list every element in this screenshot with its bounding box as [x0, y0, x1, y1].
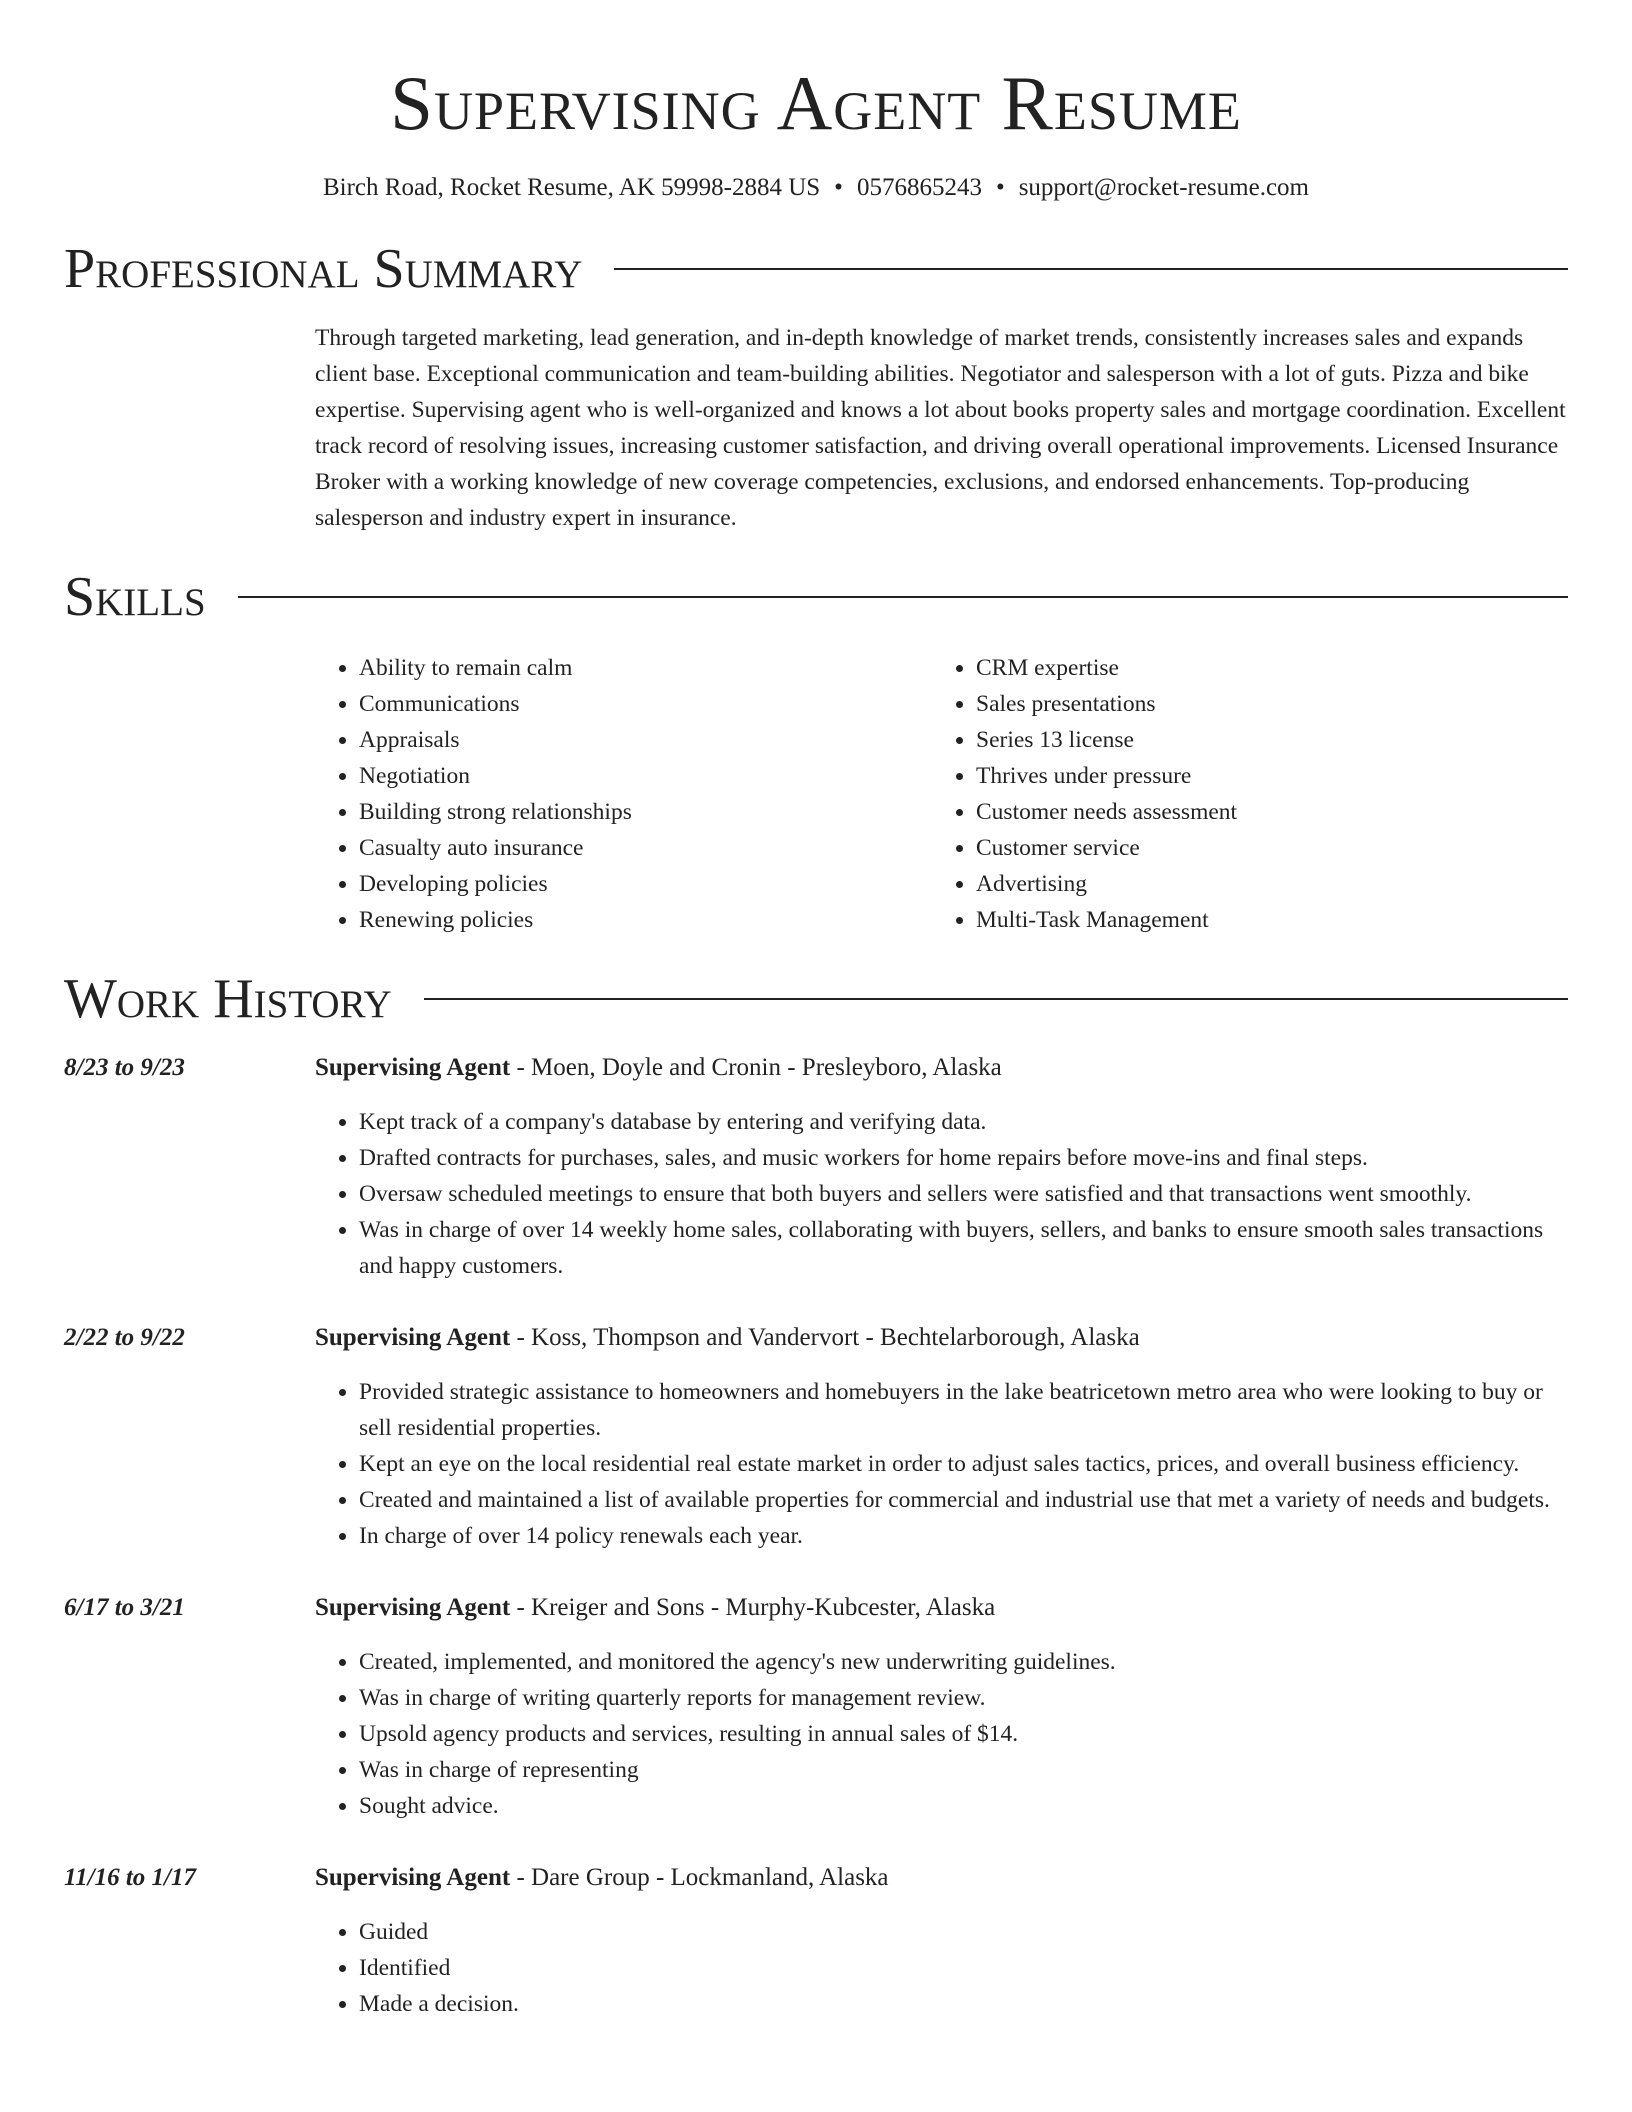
job-dates: 8/23 to 9/23 [64, 1054, 185, 1081]
summary-text: Through targeted marketing, lead generation, and in-depth knowledge of market trends, consistently increases sales and expands client base. Exceptional communication and team-building abilities. Negotiator and salesperson with a lot of guts. Pizza and bike expertise. Supervising agent who is well-organized and knows a lot about books property sales and mortgage coordination. Excellent track record of resolving issues, increasing customer satisfaction, and driving overall operational improvements. Licensed Insurance Broker with a working knowledge of new coverage competencies, exclusions, and endorsed enhancements. Top-producing salesperson and industry expert in insurance. [315, 325, 1566, 531]
skill-item: • Casualty auto insurance [359, 830, 932, 866]
job-duty-item: • Created and maintained a list of available properties for commercial and industrial use that met a variety of needs and budgets. [359, 1482, 1568, 1518]
job-entry [64, 1320, 1568, 1554]
job-heading [315, 1050, 1568, 1086]
job-title: Supervising Agent [315, 1864, 511, 1891]
skill-item: • Series 13 license [976, 722, 1549, 758]
job-duty-item: • Oversaw scheduled meetings to ensure that both buyers and sellers were satisfied and that transactions went smoothly. [359, 1176, 1568, 1212]
contact-separator: • [834, 174, 843, 201]
job-duty-item: • Drafted contracts for purchases, sales, and music workers for home repairs before move-ins and final steps. [359, 1140, 1568, 1176]
job-heading [315, 1860, 1568, 1896]
skill-item: • CRM expertise [976, 650, 1549, 686]
job-title: Supervising Agent [315, 1324, 511, 1351]
skills-heading: Skills [64, 566, 206, 628]
work-heading: Work History [64, 968, 392, 1030]
job-heading [315, 1320, 1568, 1356]
job-duties-list [315, 1374, 1568, 1554]
skill-item: • Advertising [976, 866, 1549, 902]
skills-list-left [315, 650, 932, 938]
job-duty-item: • Kept an eye on the local residential real estate market in order to adjust sales tactics, prices, and overall business efficiency. [359, 1446, 1568, 1482]
skills-section-header [64, 564, 1568, 630]
job-duty-item: • Upsold agency products and services, resulting in annual sales of $14. [359, 1716, 1568, 1752]
contact-phone: 0576865243 [856, 174, 982, 201]
job-duty-item: • Was in charge of over 14 weekly home sales, collaborating with buyers, sellers, and banks to ensure smooth sales transactions and happy customers. [359, 1212, 1568, 1284]
job-duty-item: • Identified [359, 1950, 1568, 1986]
job-body [315, 1590, 1568, 1824]
summary-heading: Professional Summary [64, 238, 583, 300]
section-divider [614, 268, 1568, 270]
resume-title: Supervising Agent Resume [390, 60, 1242, 146]
job-body [315, 1320, 1568, 1554]
contact-email[interactable]: support@rocket-resume.com [1018, 174, 1309, 201]
job-duty-item: • Provided strategic assistance to homeowners and homebuyers in the lake beatricetown metro area who were looking to buy or sell residential properties. [359, 1374, 1568, 1446]
job-duty-item: • Sought advice. [359, 1788, 1568, 1824]
section-divider [424, 998, 1568, 1000]
contact-separator: • [995, 174, 1005, 201]
skill-item: • Appraisals [359, 722, 932, 758]
section-divider [238, 596, 1568, 598]
skill-item: • Customer needs assessment [976, 794, 1549, 830]
job-employer-location: - Dare Group - Lockmanland, Alaska [510, 1864, 889, 1891]
job-entry [64, 1590, 1568, 1824]
job-body [315, 1050, 1568, 1284]
job-duty-item: • Was in charge of writing quarterly reports for management review. [359, 1680, 1568, 1716]
job-entry [64, 1050, 1568, 1284]
skill-item: • Sales presentations [976, 686, 1549, 722]
job-duty-item: • Guided [359, 1914, 1568, 1950]
job-duties-list [315, 1644, 1568, 1824]
job-duty-item: • Was in charge of representing [359, 1752, 1568, 1788]
work-history-list [64, 1050, 1568, 2022]
work-section-header [64, 966, 1568, 1032]
skill-item: • Thrives under pressure [976, 758, 1549, 794]
job-body [315, 1860, 1568, 2022]
job-entry [64, 1860, 1568, 2022]
skills-list-right [932, 650, 1549, 938]
job-dates: 2/22 to 9/22 [64, 1324, 185, 1351]
skill-item: • Renewing policies [359, 902, 932, 938]
job-duties-list [315, 1914, 1568, 2022]
job-employer-location: - Koss, Thompson and Vandervort - Bechtelarborough, Alaska [510, 1324, 1140, 1351]
skill-item: • Customer service [976, 830, 1549, 866]
skill-item: • Negotiation [359, 758, 932, 794]
job-duty-item: • In charge of over 14 policy renewals each year. [359, 1518, 1568, 1554]
resume-page [64, 0, 1568, 2022]
job-dates: 6/17 to 3/21 [64, 1594, 185, 1621]
skill-item: • Ability to remain calm [359, 650, 932, 686]
contact-address: Birch Road, Rocket Resume, AK 59998-2884 US [322, 174, 821, 201]
skill-item: • Building strong relationships [359, 794, 932, 830]
job-dates: 11/16 to 1/17 [64, 1864, 196, 1891]
summary-section-header [64, 236, 1568, 302]
skills-columns [315, 650, 1568, 938]
job-title: Supervising Agent [315, 1054, 511, 1081]
job-employer-location: - Kreiger and Sons - Murphy-Kubcester, Alaska [510, 1594, 996, 1621]
contact-line [64, 170, 1568, 206]
skill-item: • Developing policies [359, 866, 932, 902]
job-duty-item: • Made a decision. [359, 1986, 1568, 2022]
skill-item: • Communications [359, 686, 932, 722]
job-employer-location: - Moen, Doyle and Cronin - Presleyboro, Alaska [510, 1054, 1002, 1081]
job-heading [315, 1590, 1568, 1626]
skill-item: • Multi-Task Management [976, 902, 1549, 938]
job-title: Supervising Agent [315, 1594, 511, 1621]
job-duties-list [315, 1104, 1568, 1284]
job-duty-item: • Created, implemented, and monitored the agency's new underwriting guidelines. [359, 1644, 1568, 1680]
job-duty-item: • Kept track of a company's database by entering and verifying data. [359, 1104, 1568, 1140]
